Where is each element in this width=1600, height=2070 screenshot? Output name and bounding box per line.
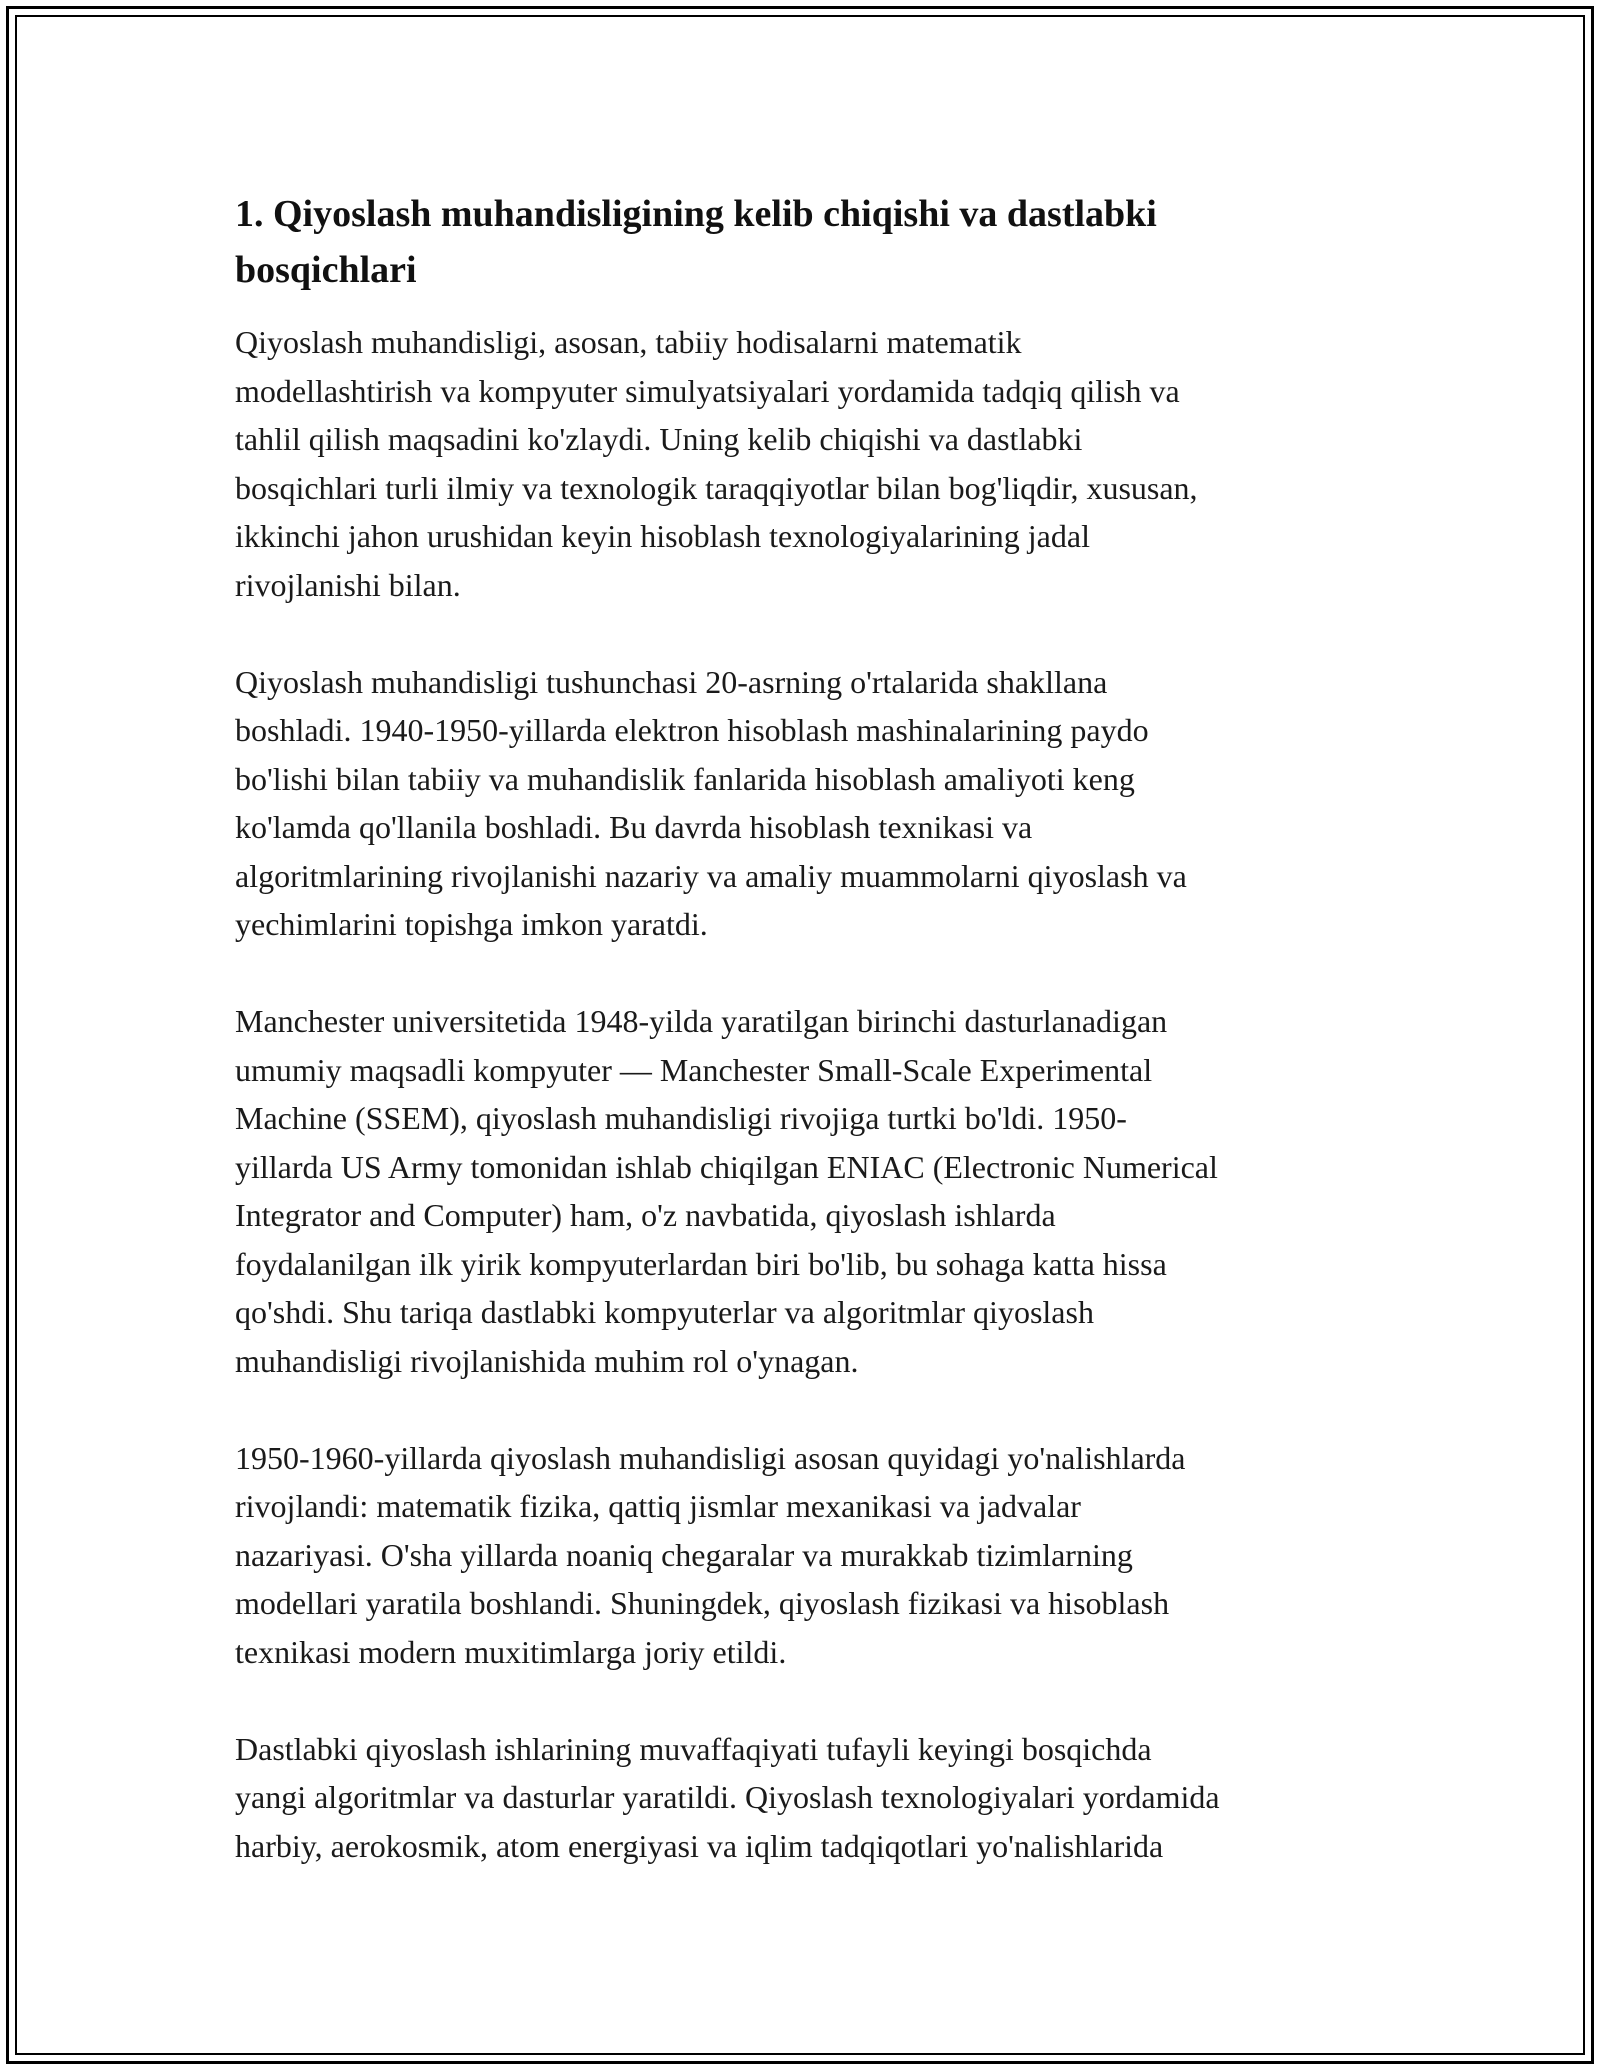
text-line: foydalanilgan ilk yirik kompyuterlardan biri bo'lib, bu sohaga katta hissa: [235, 1245, 1167, 1282]
paragraph-4: [235, 1434, 1385, 1677]
text-line: bo'lishi bilan tabiiy va muhandislik fanlarida hisoblash amaliyoti keng: [235, 760, 1135, 797]
text-line: Integrator and Computer) ham, o'z navbatida, qiyoslash ishlarda: [235, 1197, 1056, 1233]
text-line: ikkinchi jahon urushidan keyin hisoblash texnologiyalarining jadal: [235, 518, 1090, 554]
text-line: Dastlabki qiyoslash ishlarining muvaffaqiyati tufayli keyingi bosqichda: [235, 1730, 1152, 1767]
text-line: boshladi. 1940-1950-yillarda elektron hisoblash mashinalarining paydo: [235, 712, 1149, 748]
text-line: yechimlarini topishga imkon yaratdi.: [235, 906, 708, 942]
text-line: tahlil qilish maqsadini ko'zlaydi. Uning kelib chiqishi va dastlabki: [235, 421, 1083, 457]
text-line: Manchester universitetida 1948-yilda yaratilgan birinchi dasturlanadigan: [235, 1003, 1168, 1039]
paragraph-1: [235, 318, 1385, 609]
text-line: muhandisligi rivojlanishida muhim rol o'ynagan.: [235, 1342, 859, 1379]
text-line: algoritmlarining rivojlanishi nazariy va amaliy muammolarni qiyoslash va: [235, 857, 1187, 894]
document-body: [235, 186, 1385, 1919]
text-line: 1950-1960-yillarda qiyoslash muhandisligi asosan quyidagi yo'nalishlarda: [235, 1439, 1186, 1476]
text-line: texnikasi modern muxitimlarga joriy etildi.: [235, 1633, 787, 1670]
text-line: modellari yaratila boshlandi. Shuningdek, qiyoslash fizikasi va hisoblash: [235, 1585, 1170, 1621]
paragraph-3: [235, 997, 1385, 1385]
text-line: umumiy maqsadli kompyuter — Manchester Small-Scale Experimental: [235, 1051, 1153, 1088]
text-line: Qiyoslash muhandisligi, asosan, tabiiy hodisalarni matematik: [235, 324, 1022, 360]
text-line: ko'lamda qo'llanila boshladi. Bu davrda hisoblash texnikasi va: [235, 809, 1033, 845]
section-heading-line: 1. Qiyoslash muhandisligining kelib chiqishi va dastlabki: [235, 193, 1157, 235]
text-line: Qiyoslash muhandisligi tushunchasi 20-asrning o'rtalarida shakllana: [235, 663, 1108, 700]
paragraph-5: [235, 1725, 1385, 1871]
text-line: modellashtirish va kompyuter simulyatsiyalari yordamida tadqiq qilish va: [235, 372, 1180, 409]
text-line: rivojlanishi bilan.: [235, 566, 461, 603]
text-line: Machine (SSEM), qiyoslash muhandisligi rivojiga turtki bo'ldi. 1950-: [235, 1100, 1127, 1136]
paragraph-2: [235, 658, 1385, 949]
section-heading-line: bosqichlari: [235, 249, 417, 291]
text-line: bosqichlari turli ilmiy va texnologik taraqqiyotlar bilan bog'liqdir, xususan,: [235, 469, 1198, 506]
text-line: harbiy, aerokosmik, atom energiyasi va iqlim tadqiqotlari yo'nalishlarida: [235, 1827, 1164, 1864]
section-heading: [235, 186, 1385, 298]
text-line: rivojlandi: matematik fizika, qattiq jismlar mexanikasi va jadvalar: [235, 1488, 1081, 1524]
text-line: yangi algoritmlar va dasturlar yaratildi. Qiyoslash texnologiyalari yordamida: [235, 1779, 1220, 1815]
text-line: nazariyasi. O'sha yillarda noaniq chegaralar va murakkab tizimlarning: [235, 1536, 1133, 1573]
text-line: yillarda US Army tomonidan ishlab chiqilgan ENIAC (Electronic Numerical: [235, 1148, 1218, 1185]
text-line: qo'shdi. Shu tariqa dastlabki kompyuterlar va algoritmlar qiyoslash: [235, 1294, 1094, 1330]
